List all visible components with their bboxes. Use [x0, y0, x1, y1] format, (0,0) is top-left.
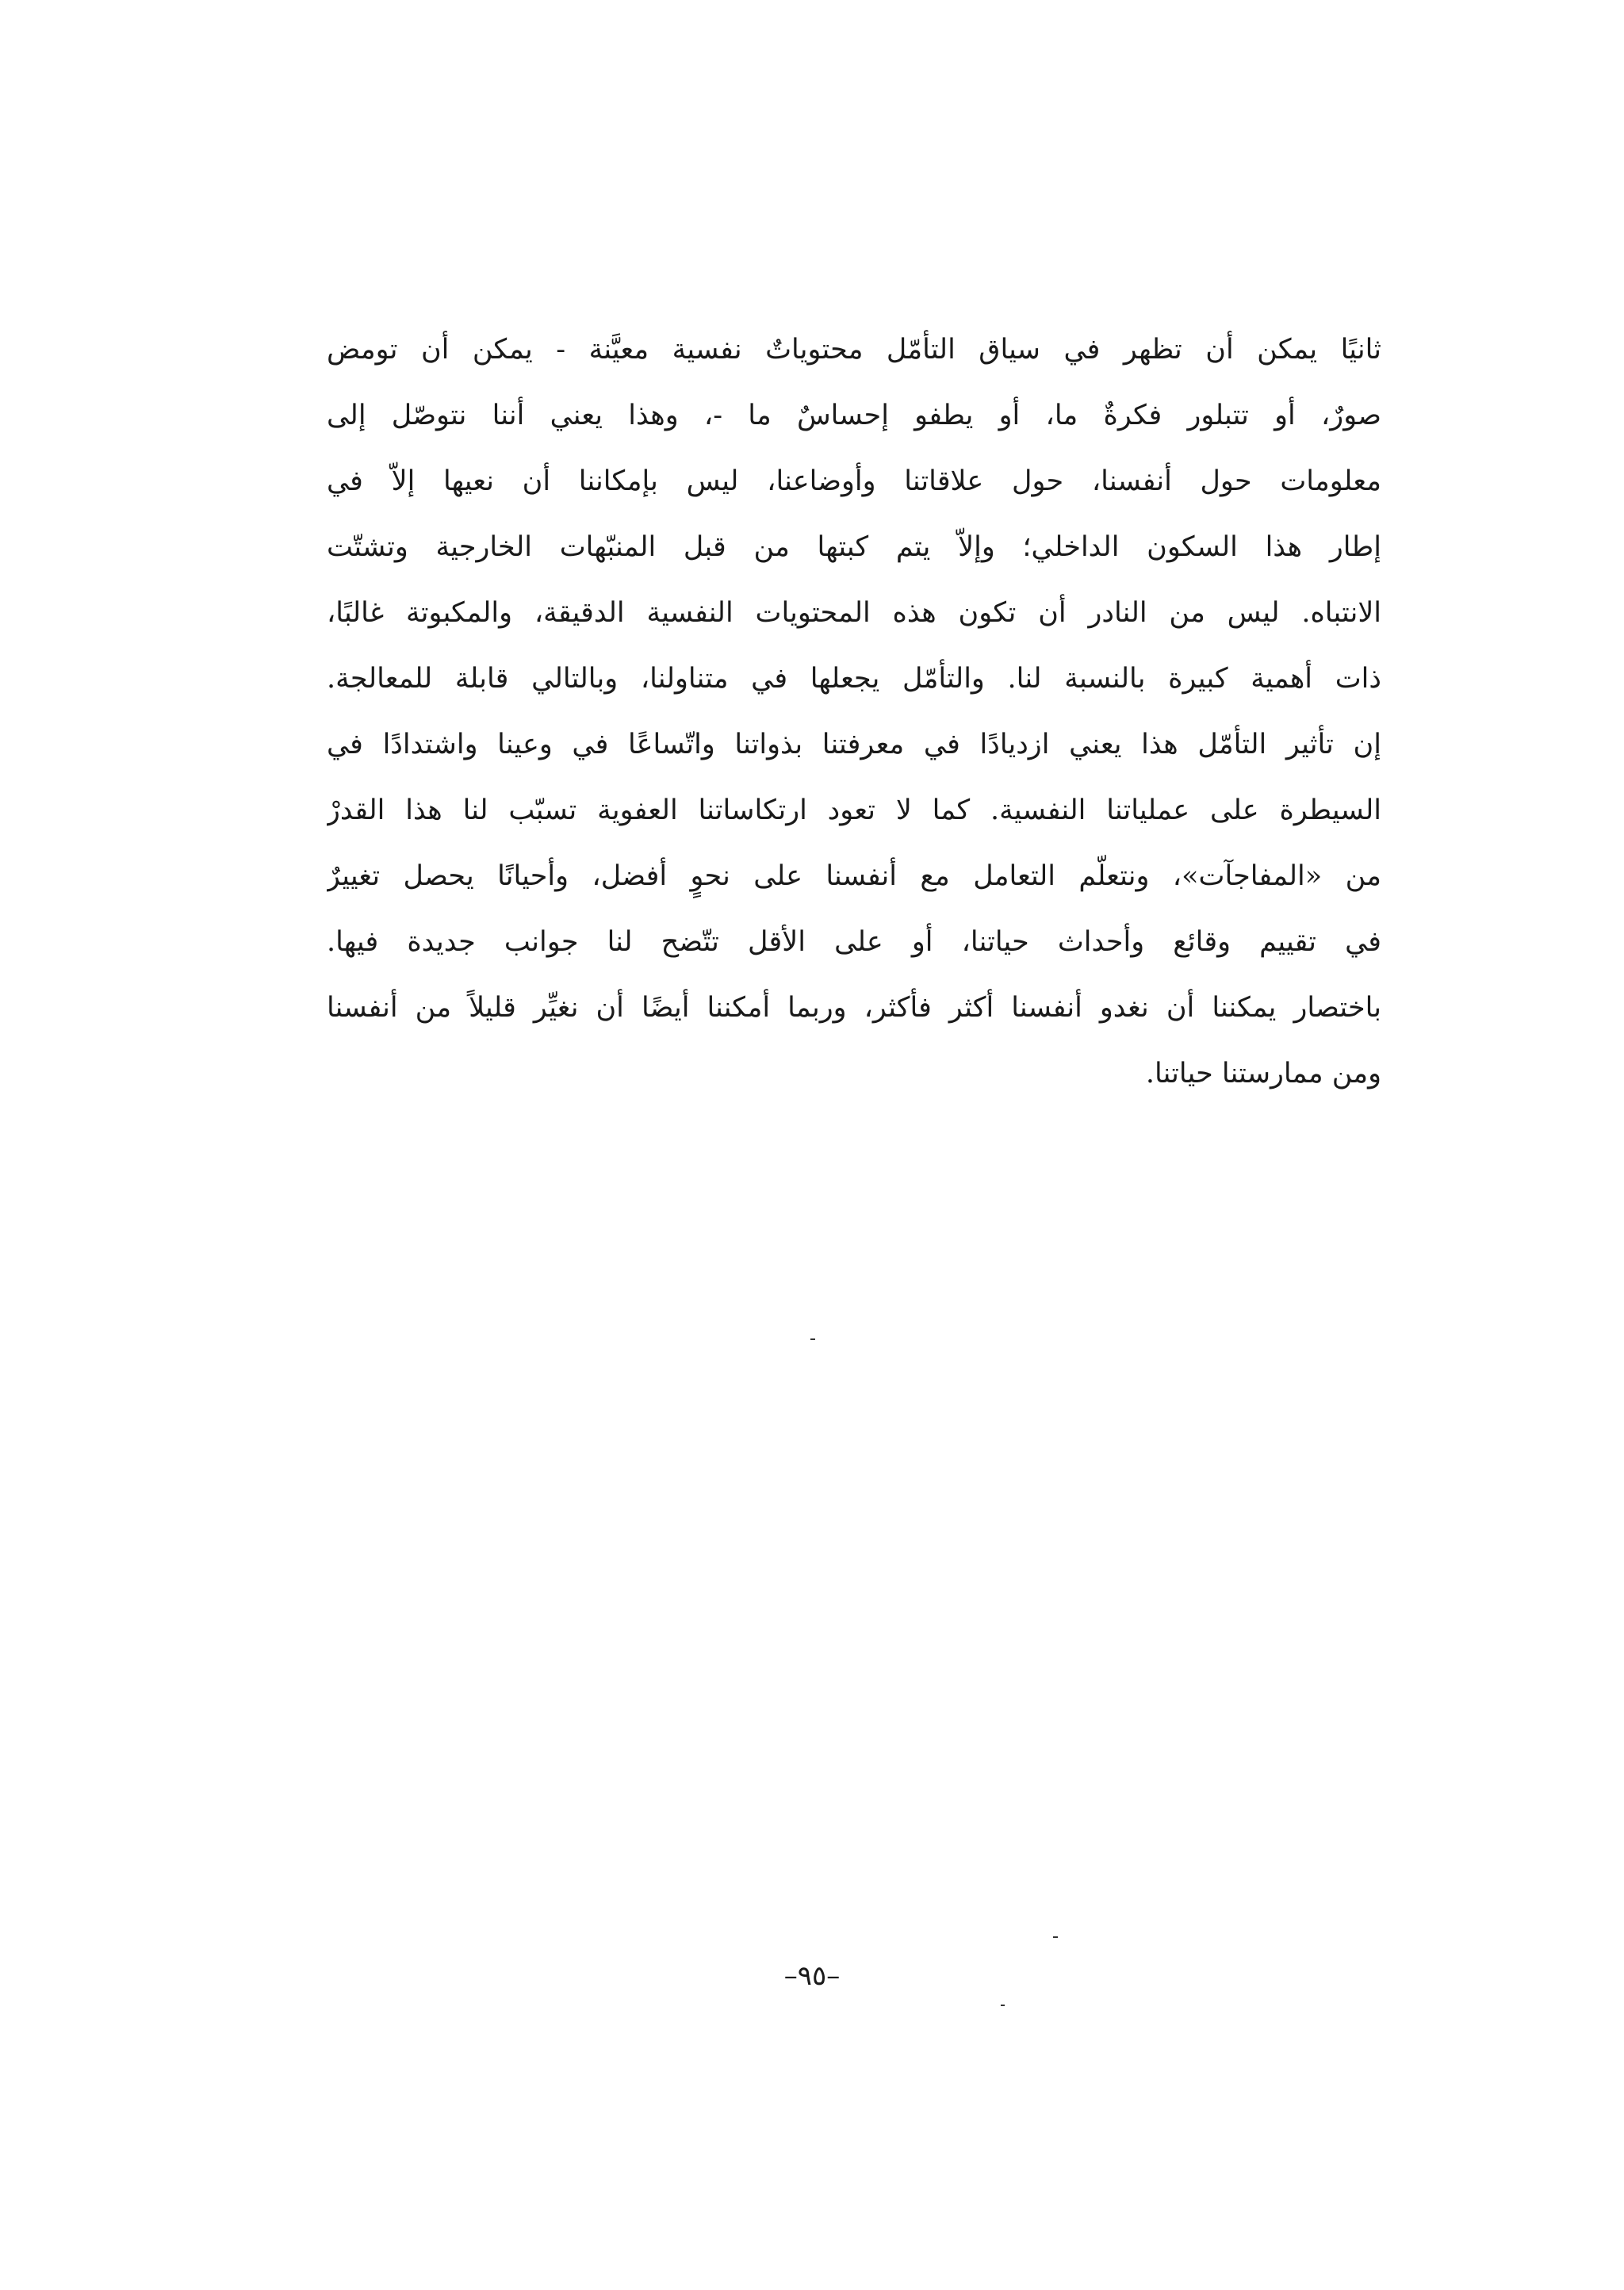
text-line-3: معلومات حول أنفسنا، حول علاقاتنا وأوضاعنا، ليس بإمكاننا أن نعيها إلاّ في — [327, 465, 1381, 497]
body-paragraph — [327, 317, 1381, 1107]
scan-speck — [1001, 2005, 1005, 2006]
text-line-9: من «المفاجآت»، ونتعلّم التعامل مع أنفسنا على نحوٍ أفضل، وأحيانًا يحصل تغييرٌ — [327, 860, 1381, 892]
text-line-11: باختصار يمكننا أن نغدو أنفسنا أكثر فأكثر، وربما أمكننا أيضًا أن نغيِّر قليلاً من أنفسنا — [327, 992, 1381, 1024]
scan-speck — [1053, 1936, 1058, 1938]
text-line-7: إن تأثير التأمّل هذا يعني ازديادًا في معرفتنا بذواتنا واتّساعًا في وعينا واشتدادًا في — [327, 729, 1381, 760]
text-line-8: السيطرة على عملياتنا النفسية. كما لا تعود ارتكاساتنا العفوية تسبّب لنا هذا القدرْ — [327, 795, 1381, 826]
scan-speck — [810, 1338, 815, 1340]
text-line-10: في تقييم وقائع وأحداث حياتنا، أو على الأقل تتّضح لنا جوانب جديدة فيها. — [327, 926, 1381, 958]
text-line-1: ثانيًا يمكن أن تظهر في سياق التأمّل محتوياتٌ نفسية معيَّنة - يمكن أن تومض — [327, 334, 1381, 366]
text-line-12: ومن ممارستنا حياتنا. — [1145, 1058, 1381, 1089]
text-line-5: الانتباه. ليس من النادر أن تكون هذه المحتويات النفسية الدقيقة، والمكبوتة غالبًا، — [327, 597, 1381, 629]
text-line-4: إطار هذا السكون الداخلي؛ وإلاّ يتم كبتها من قبل المنبّهات الخارجية وتشتّت — [327, 531, 1381, 563]
text-line-6: ذات أهمية كبيرة بالنسبة لنا. والتأمّل يجعلها في متناولنا، وبالتالي قابلة للمعالجة. — [327, 663, 1381, 695]
page-number: –٩٥– — [783, 1960, 841, 1992]
text-line-2: صورٌ، أو تتبلور فكرةٌ ما، أو يطفو إحساسٌ ما -، وهذا يعني أننا نتوصّل إلى — [327, 400, 1381, 431]
